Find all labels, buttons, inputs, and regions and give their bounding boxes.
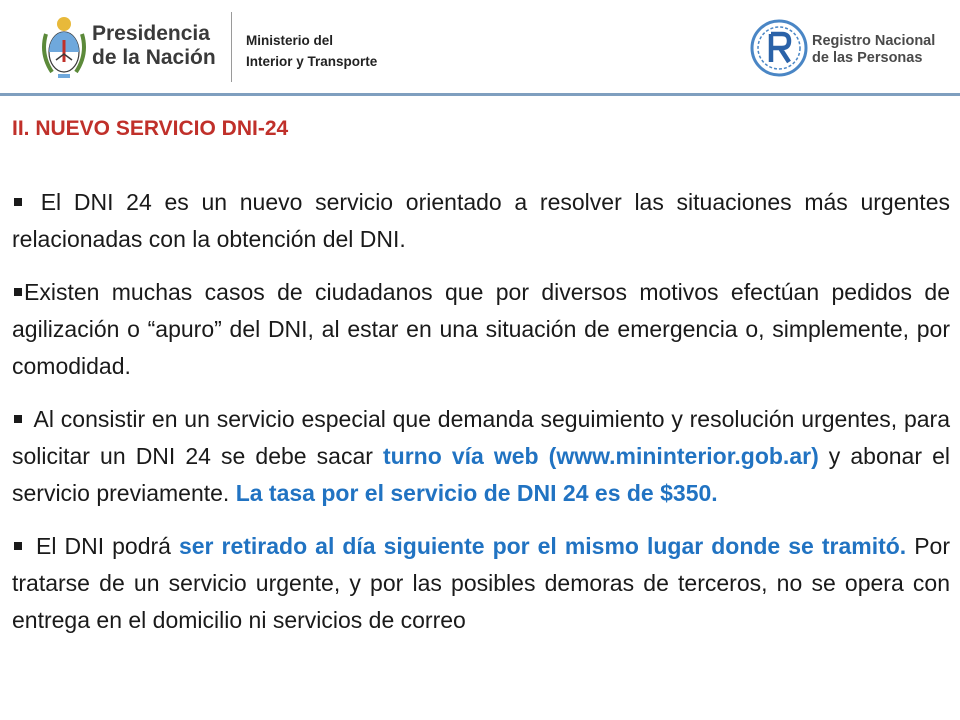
highlighted-text: La tasa por el servicio de DNI 24 es de $350. [235,480,718,506]
body-text: El DNI 24 es un nuevo servicio orientado a resolver las situaciones más urgentes relacionadas con la obtención del DNI. [12,189,950,252]
bullet-icon [14,415,22,423]
presidencia-line-1: Presidencia [92,22,210,45]
presidencia-logo-text [92,22,216,70]
highlighted-text: turno vía web (www.mininterior.gob.ar) [382,443,819,469]
paragraph-text [12,279,950,379]
highlighted-text: ser retirado al día siguiente por el mismo lugar donde se tramitó. [178,533,907,559]
renaper-line-1: Registro Nacional [812,33,936,49]
paragraph-text [12,533,950,633]
presidencia-line-2: de la Nación [92,46,216,69]
header-rule [0,93,960,96]
bullet-icon [14,542,22,550]
bullet-icon [14,198,22,206]
paragraph-text [12,189,950,252]
body-text: El DNI podrá [28,533,179,559]
body-text: y abonar el servicio previamente. [12,443,950,506]
section-title: II. NUEVO SERVICIO DNI-24 [12,117,289,140]
body-text: Al consistir en un servicio especial que demanda seguimiento y resolución urgentes, para solicitar un DNI 24 se debe sacar [12,406,950,469]
ministerio-label [246,30,377,72]
body-text: Por tratarse de un servicio urgente, y por las posibles demoras de terceros, no se opera con entrega en el domicilio ni servicios de correo [12,533,950,633]
ministerio-line-1: Ministerio del [246,33,334,48]
bullet-paragraph [12,528,950,639]
bullet-paragraph [12,401,950,512]
renaper-logo-text [812,33,935,67]
ministerio-line-2: Interior y Transporte [246,54,378,69]
bullet-paragraph [12,274,950,385]
argentina-coat-of-arms-icon [38,14,90,80]
slide-content [12,184,950,655]
renaper-line-2: de las Personas [812,50,923,66]
page-header [0,0,960,94]
body-text: Existen muchas casos de ciudadanos que por diversos motivos efectúan pedidos de agilización o “apuro” del DNI, al estar en una situación de emergencia o, simplemente, por comodidad. [12,279,950,379]
paragraph-text [12,406,950,506]
header-divider [231,12,232,82]
renaper-r-logo-icon [750,18,808,78]
bullet-icon [14,288,22,296]
bullet-paragraph [12,184,950,258]
